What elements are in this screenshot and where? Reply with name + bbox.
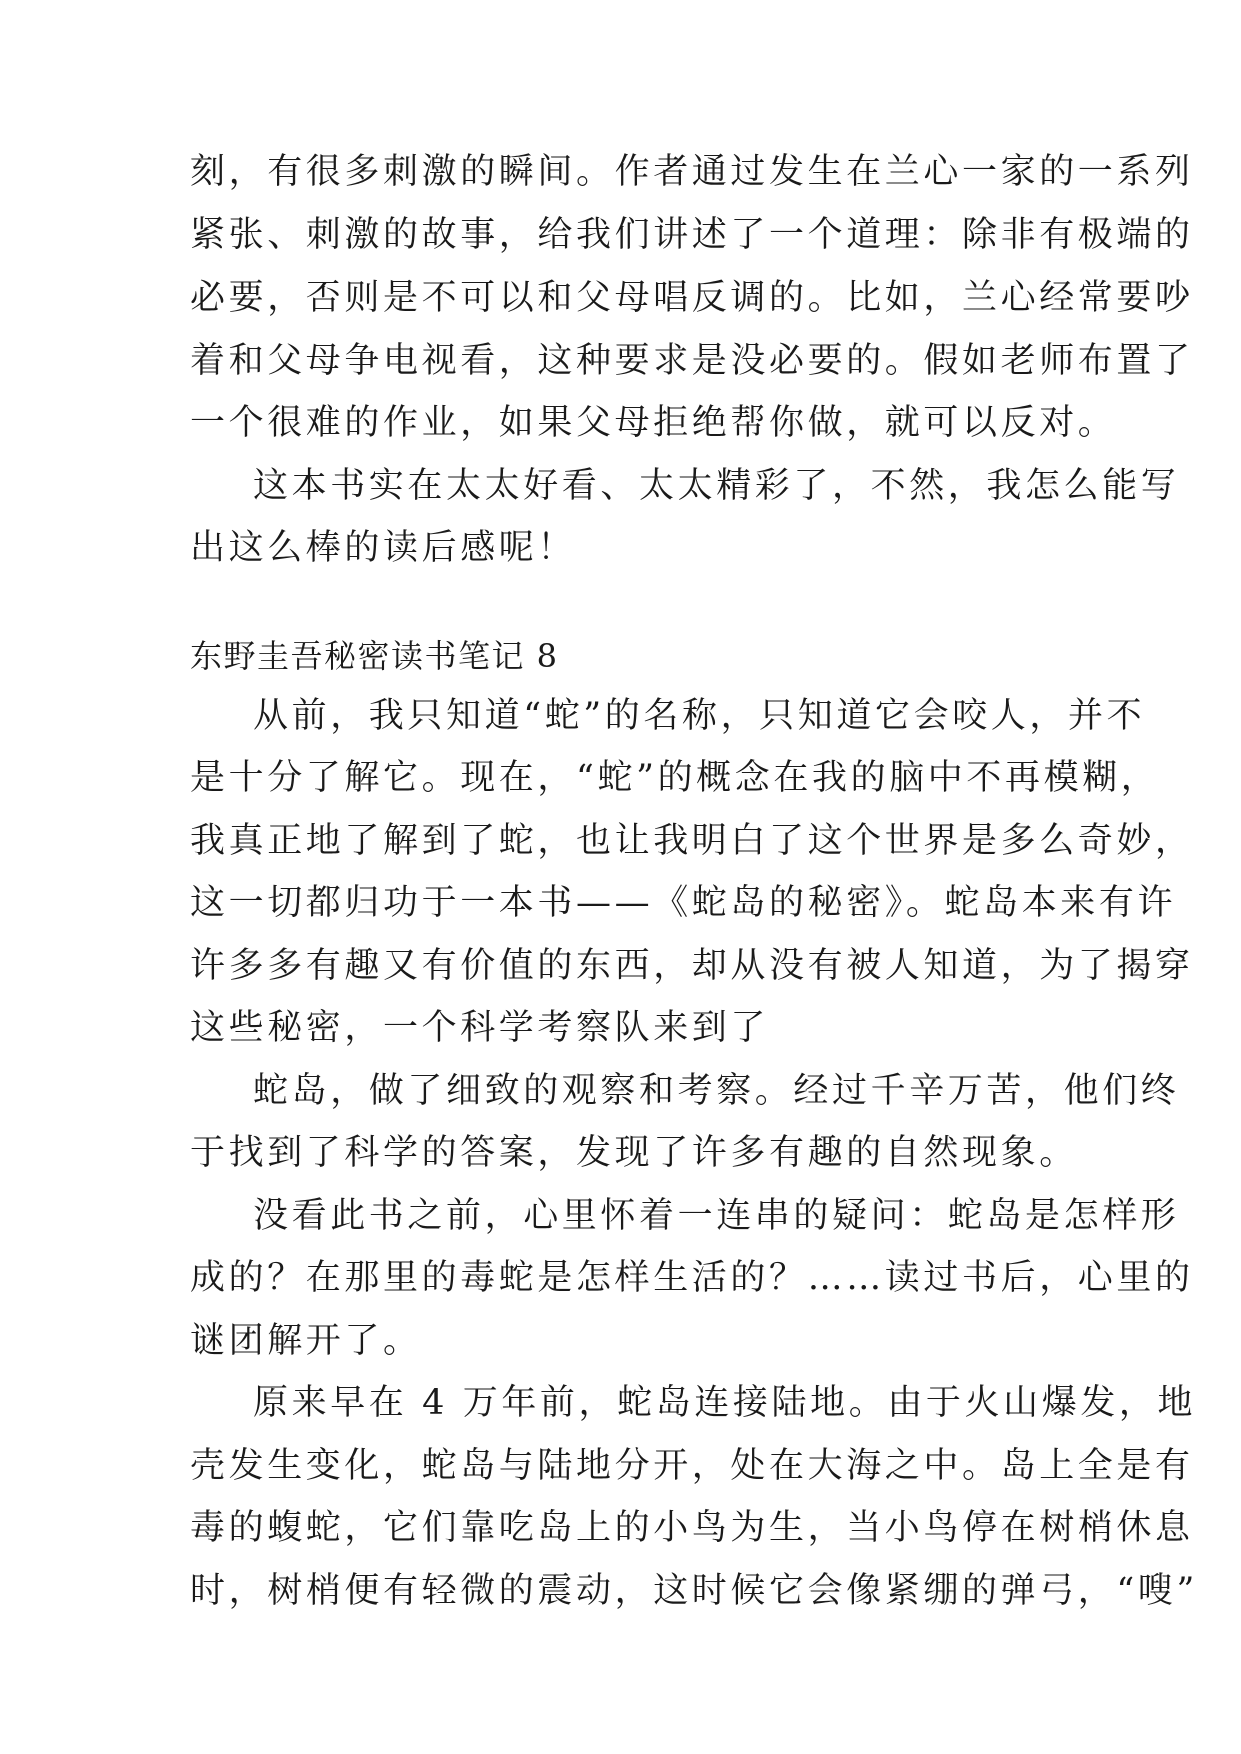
paragraph-line: 这一切都归功于一本书——《蛇岛的秘密》。蛇岛本来有许 <box>190 883 1177 923</box>
paragraph-line: 从前，我只知道“蛇”的名称，只知道它会咬人，并不 <box>253 696 1146 736</box>
paragraph-line: 蛇岛，做了细致的观察和考察。经过千辛万苦，他们终 <box>253 1071 1180 1111</box>
paragraph-line: 着和父母争电视看，这种要求是没必要的。假如老师布置了 <box>190 341 1194 381</box>
paragraph-line: 谜团解开了。 <box>190 1321 422 1361</box>
section-title: 东野圭吾秘密读书笔记 8 <box>190 637 559 675</box>
paragraph-line: 刻，有很多刺激的瞬间。作者通过发生在兰心一家的一系列 <box>190 152 1194 192</box>
paragraph-line: 毒的蝮蛇，它们靠吃岛上的小鸟为生，当小鸟停在树梢休息 <box>190 1508 1194 1548</box>
paragraph-line: 这些秘密，一个科学考察队来到了 <box>190 1008 770 1048</box>
paragraph-line: 壳发生变化，蛇岛与陆地分开，处在大海之中。岛上全是有 <box>190 1446 1194 1486</box>
paragraph-line: 出这么棒的读后感呢！ <box>190 528 577 568</box>
paragraph-line: 必要，否则是不可以和父母唱反调的。比如，兰心经常要吵 <box>190 278 1194 318</box>
paragraph-line: 没看此书之前，心里怀着一连串的疑问：蛇岛是怎样形 <box>253 1196 1180 1236</box>
paragraph-line: 紧张、刺激的故事，给我们讲述了一个道理：除非有极端的 <box>190 215 1194 255</box>
paragraph-line: 原来早在 4 万年前，蛇岛连接陆地。由于火山爆发，地 <box>253 1383 1197 1423</box>
paragraph-line: 成的？在那里的毒蛇是怎样生活的？……读过书后，心里的 <box>190 1258 1194 1298</box>
paragraph-line: 许多多有趣又有价值的东西，却从没有被人知道，为了揭穿 <box>190 946 1194 986</box>
paragraph-line: 这本书实在太太好看、太太精彩了，不然，我怎么能写 <box>253 466 1180 506</box>
paragraph-line: 一个很难的作业，如果父母拒绝帮你做，就可以反对。 <box>190 403 1117 443</box>
paragraph-line: 于找到了科学的答案，发现了许多有趣的自然现象。 <box>190 1133 1078 1173</box>
paragraph-line: 时，树梢便有轻微的震动，这时候它会像紧绷的弹弓，“嗖” <box>190 1571 1198 1611</box>
paragraph-line: 我真正地了解到了蛇，也让我明白了这个世界是多么奇妙， <box>190 821 1194 861</box>
paragraph-line: 是十分了解它。现在，“蛇”的概念在我的脑中不再模糊， <box>190 758 1160 798</box>
